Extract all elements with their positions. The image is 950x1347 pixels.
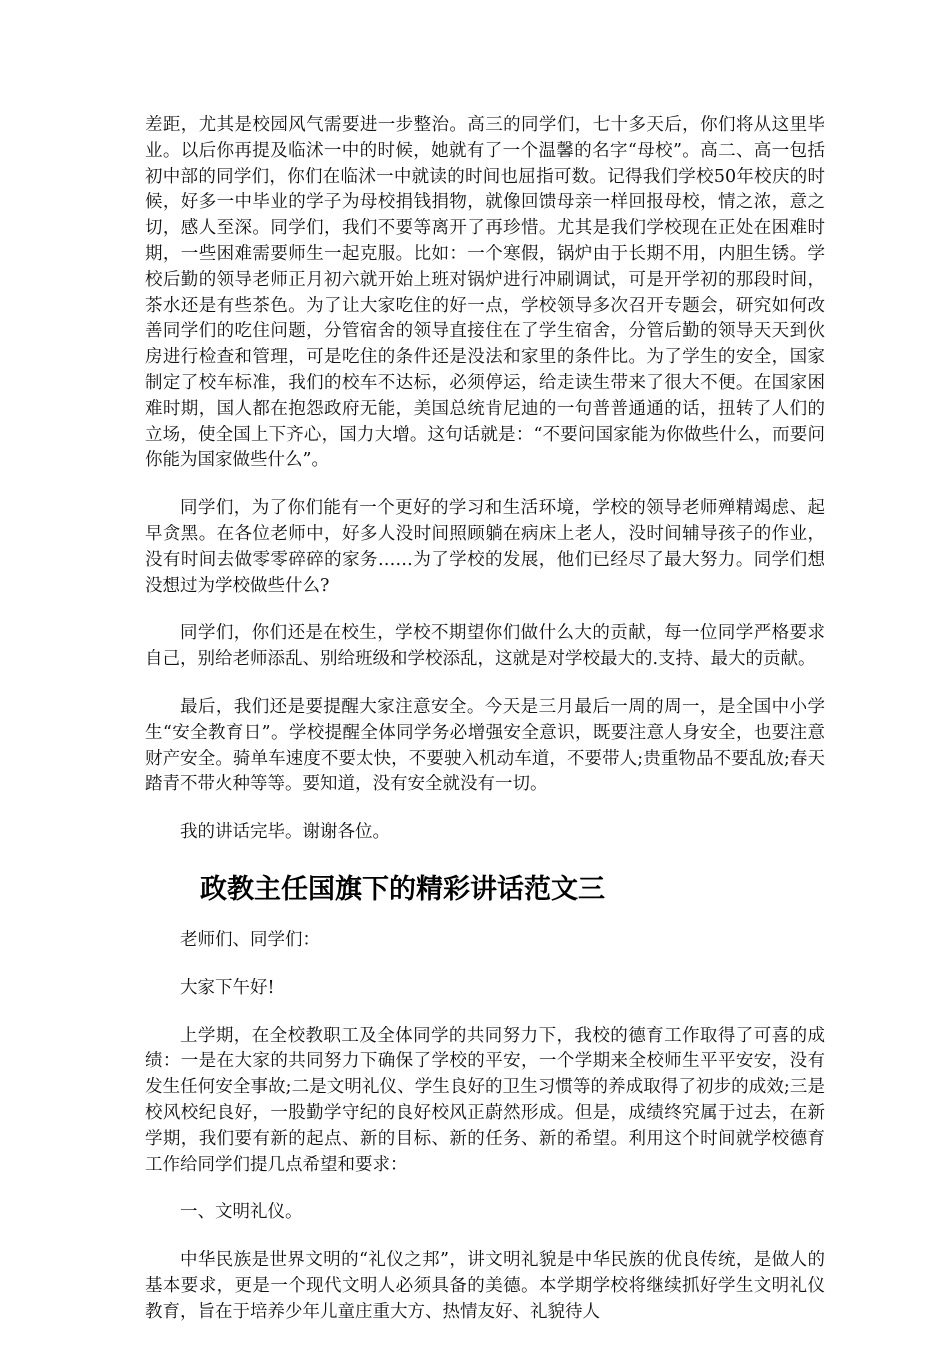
- paragraph-6: 老师们、同学们：: [180, 929, 320, 950]
- paragraph-10: 中华民族是世界文明的“礼仪之邦”，讲文明礼貌是中华民族的优良传统，是做人的基本要求，更是一个现代文明人必须具备的美德。本学期学校将继续抓好学生文明礼仪教育，旨在于培养少年儿童庄重大方、热情友好、礼貌待人: [145, 1250, 825, 1322]
- paragraph-3: 同学们，你们还是在校生，学校不期望你们做什么大的贡献，每一位同学严格要求自己，别给老师添乱、别给班级和学校添乱，这就是对学校最大的.支持、最大的贡献。: [145, 623, 825, 670]
- document-body: [145, 113, 825, 1347]
- paragraph-8: 上学期，在全校教职工及全体同学的共同努力下，我校的德育工作取得了可喜的成绩：一是在大家的共同努力下确保了学校的平安，一个学期来全校师生平平安安，没有发生任何安全事故;二是文明礼仪、学生良好的卫生习惯等的养成取得了初步的成效;三是校风校纪良好，一股勤学守纪的良好校风正蔚然形成。但是，成绩终究属于过去，在新学期，我们要有新的起点、新的目标、新的任务、新的希望。利用这个时间就学校德育工作给同学们提几点希望和要求：: [145, 1025, 825, 1175]
- paragraph-4: 最后，我们还是要提醒大家注意安全。今天是三月最后一周的周一，是全国中小学生“安全教育日”。学校提醒全体同学务必增强安全意识，既要注意人身安全，也要注意财产安全。骑单车速度不要太快，不要驶入机动车道，不要带人;贵重物品不要乱放;春天踏青不带火种等等。要知道，没有安全就没有一切。: [145, 696, 825, 795]
- paragraph-2: 同学们，为了你们能有一个更好的学习和生活环境，学校的领导老师殚精竭虑、起早贪黑。在各位老师中，好多人没时间照顾躺在病床上老人，没时间辅导孩子的作业，没有时间去做零零碎碎的家务……为了学校的发展，他们已经尽了最大努力。同学们想没想过为学校做些什么?: [145, 498, 825, 596]
- paragraph-1: 差距，尤其是校园风气需要进一步整治。高三的同学们，七十多天后，你们将从这里毕业。以后你再提及临沭一中的时候，她就有了一个温馨的名字“母校”。高二、高一包括初中部的同学们，你们在临沭一中就读的时间也屈指可数。记得我们学校50年校庆的时候，好多一中毕业的学子为母校捐钱捐物，就像回馈母亲一样回报母校，情之浓，意之切，感人至深。同学们，我们不要等离开了再珍惜。尤其是我们学校现在正处在困难时期，一些困难需要师生一起克服。比如：一个寒假，锅炉由于长期不用，内胆生锈。学校后勤的领导老师正月初六就开始上班对锅炉进行冲刷调试，可是开学初的那段时间，茶水还是有些茶色。为了让大家吃住的好一点，学校领导多次召开专题会，研究如何改善同学们的吃住问题，分管宿舍的领导直接住在了学生宿舍，分管后勤的领导天天到伙房进行检查和管理，可是吃住的条件还是没法和家里的条件比。为了学生的安全，国家制定了校车标准，我们的校车不达标，必须停运，给走读生带来了很大不便。在国家困难时期，国人都在抱怨政府无能，美国总统肯尼迪的一句普普通通的话，扭转了人们的立场，使全国上下齐心，国力大增。这句话就是：“不要问国家能为你做些什么，而要问你能为国家做些什么”。: [145, 115, 825, 471]
- paragraph-7: 大家下午好!: [180, 977, 275, 998]
- paragraph-5: 我的讲话完毕。谢谢各位。: [180, 822, 390, 843]
- paragraph-9: 一、文明礼仪。: [180, 1202, 303, 1223]
- section-heading: 政教主任国旗下的精彩讲话范文三: [200, 873, 605, 905]
